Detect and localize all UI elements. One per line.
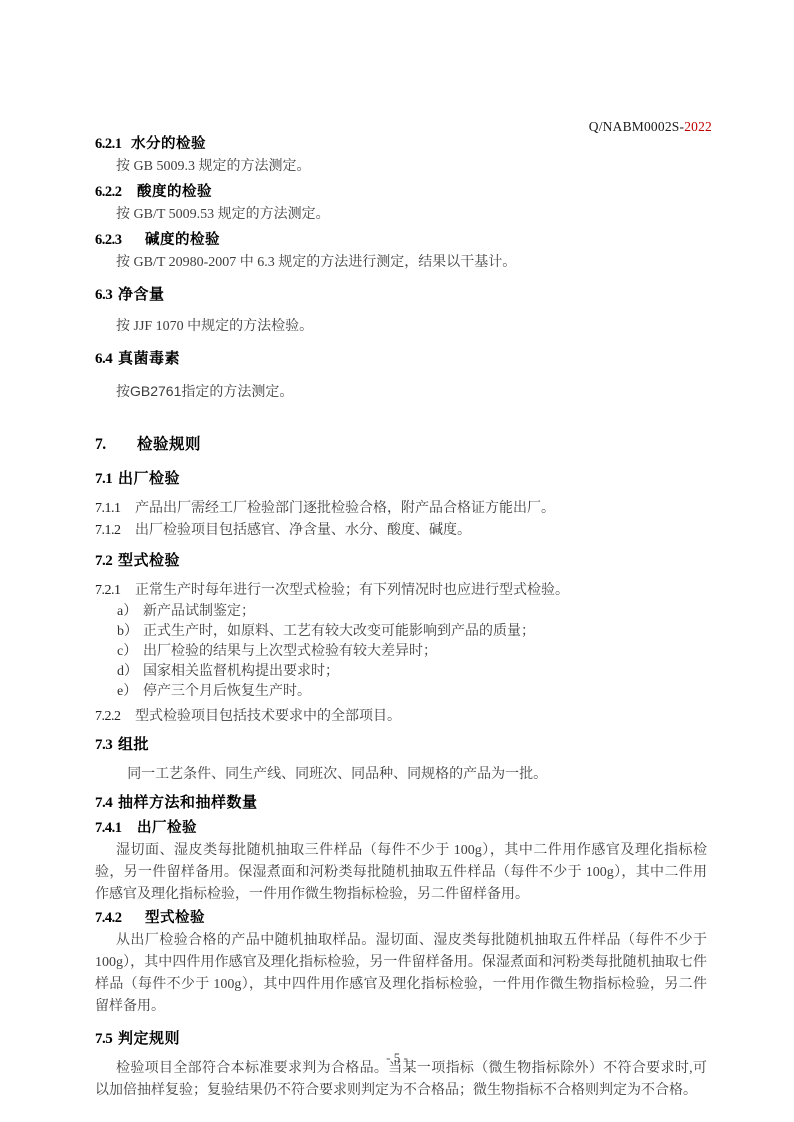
heading-title: 判定规则 <box>118 1030 181 1047</box>
heading-title: 抽样方法和抽样数量 <box>118 794 258 811</box>
heading-number: 7.3 <box>95 737 113 753</box>
clause-number: 7.2.2 <box>95 709 121 724</box>
heading-7-3 <box>95 734 707 756</box>
heading-7-4-1 <box>95 818 707 838</box>
heading-number: 7.4.2 <box>95 910 122 926</box>
heading-7-2 <box>95 550 707 572</box>
heading-number: 7.4 <box>95 795 113 811</box>
heading-title: 型式检验 <box>118 552 181 569</box>
list-text: 停产三个月后恢复生产时。 <box>143 684 311 699</box>
paragraph-7-5: 检验项目全部符合本标准要求判为合格品。当某一项指标（微生物指标除外）不符合要求时,可以加倍抽样复验；复验结果仍不符合要求则判定为不合格品；微生物指标不合格则判定为不合格。 <box>95 1061 707 1098</box>
clause-text: 正常生产时每年进行一次型式检验；有下列情况时也应进行型式检验。 <box>135 583 569 598</box>
page-number: - 5 - <box>386 1050 408 1065</box>
paragraph-6-2-1: 按 GB 5009.3 规定的方法测定。 <box>116 159 311 174</box>
clause-number: 7.1.1 <box>95 501 121 516</box>
heading-number: 6.4 <box>95 351 113 367</box>
heading-title: 碱度的检验 <box>145 232 220 248</box>
list-marker: e） <box>117 684 138 699</box>
heading-6-2-2 <box>95 182 707 202</box>
paragraph-7-4-1: 湿切面、湿皮类每批随机抽取三件样品（每件不少于 100g），其中二件用作感官及理化指标检验，另一件留样备用。保湿煮面和河粉类每批随机抽取五件样品（每件不少于 100g），其中二件用作感官及理化指标检验，一件用作微生物指标检验，另二件留样备用。 <box>95 843 707 902</box>
paragraph-7-3: 同一工艺条件、同生产线、同班次、同品种、同规格的产品为一批。 <box>127 767 548 782</box>
list-item-c <box>117 642 707 662</box>
clause-7-2-2 <box>95 706 707 728</box>
heading-title: 检验规则 <box>137 436 202 453</box>
document-body <box>95 134 707 1102</box>
heading-7-5 <box>95 1028 707 1050</box>
clause-7-1-1 <box>95 498 707 520</box>
list-marker: c） <box>117 644 138 659</box>
heading-title: 净含量 <box>118 286 165 303</box>
heading-6-3 <box>95 284 707 306</box>
type-inspection-condition-list <box>117 602 707 702</box>
document-code-header <box>589 119 712 135</box>
heading-6-2-1 <box>95 134 707 154</box>
heading-title: 出厂检验 <box>137 820 197 836</box>
clause-text: 产品出厂需经工厂检验部门逐批检验合格，附产品合格证方能出厂。 <box>135 501 555 516</box>
heading-title: 出厂检验 <box>118 470 181 487</box>
paragraph-6-2-2: 按 GB/T 5009.53 规定的方法测定。 <box>116 207 330 222</box>
paragraph-6-4: 按GB2761指定的方法测定。 <box>116 383 294 399</box>
heading-number: 6.2.1 <box>95 136 122 152</box>
heading-number: 7.2 <box>95 553 113 569</box>
heading-number: 6.3 <box>95 287 113 303</box>
list-item-e <box>117 682 707 702</box>
list-item-b <box>117 622 707 642</box>
heading-number: 7.4.1 <box>95 820 122 836</box>
clause-number: 7.1.2 <box>95 523 121 538</box>
list-text: 出厂检验的结果与上次型式检验有较大差异时； <box>143 644 437 659</box>
paragraph-6-2-3: 按 GB/T 20980-2007 中 6.3 规定的方法进行测定，结果以干基计。 <box>116 255 517 270</box>
heading-title: 真菌毒素 <box>118 350 181 367</box>
heading-number: 7. <box>95 436 106 453</box>
heading-6-2-3 <box>95 230 707 250</box>
heading-title: 型式检验 <box>145 910 205 926</box>
paragraph-6-3: 按 JJF 1070 中规定的方法检验。 <box>116 319 314 334</box>
heading-7-4-2 <box>95 908 707 928</box>
list-text: 国家相关监督机构提出要求时； <box>143 664 339 679</box>
heading-7 <box>95 434 707 456</box>
paragraph-7-4-2: 从出厂检验合格的产品中随机抽取样品。湿切面、湿皮类每批随机抽取五件样品（每件不少于 100g），其中四件用作感官及理化指标检验，另一件留样备用。保湿煮面和河粉类每批随机抽取七件样品（每件不少于 100g），其中四件用作感官及理化指标检验，一件用作微生物指标检验，另二件留样备用。 <box>95 933 707 1014</box>
heading-title: 酸度的检验 <box>137 184 212 200</box>
heading-title: 水分的检验 <box>131 136 206 152</box>
list-text: 正式生产时，如原料、工艺有较大改变可能影响到产品的质量； <box>143 624 535 639</box>
document-code: Q/NABM0002S- <box>588 119 685 134</box>
heading-title: 组批 <box>118 736 150 753</box>
heading-7-1 <box>95 468 707 490</box>
heading-6-4 <box>95 348 707 370</box>
document-year: 2022 <box>684 119 712 134</box>
heading-number: 6.2.2 <box>95 184 122 200</box>
clause-7-2-1 <box>95 580 707 602</box>
heading-number: 7.5 <box>95 1031 113 1047</box>
list-marker: a） <box>117 604 138 619</box>
heading-7-4 <box>95 792 707 814</box>
clause-text: 出厂检验项目包括感官、净含量、水分、酸度、碱度。 <box>135 523 471 538</box>
clause-7-1-2 <box>95 520 707 542</box>
list-item-a <box>117 602 707 622</box>
list-text: 新产品试制鉴定； <box>143 604 255 619</box>
list-marker: d） <box>117 664 138 679</box>
heading-number: 6.2.3 <box>95 232 122 248</box>
clause-number: 7.2.1 <box>95 583 121 598</box>
clause-text: 型式检验项目包括技术要求中的全部项目。 <box>135 709 401 724</box>
heading-number: 7.1 <box>95 471 113 487</box>
list-marker: b） <box>117 624 138 639</box>
list-item-d <box>117 662 707 682</box>
